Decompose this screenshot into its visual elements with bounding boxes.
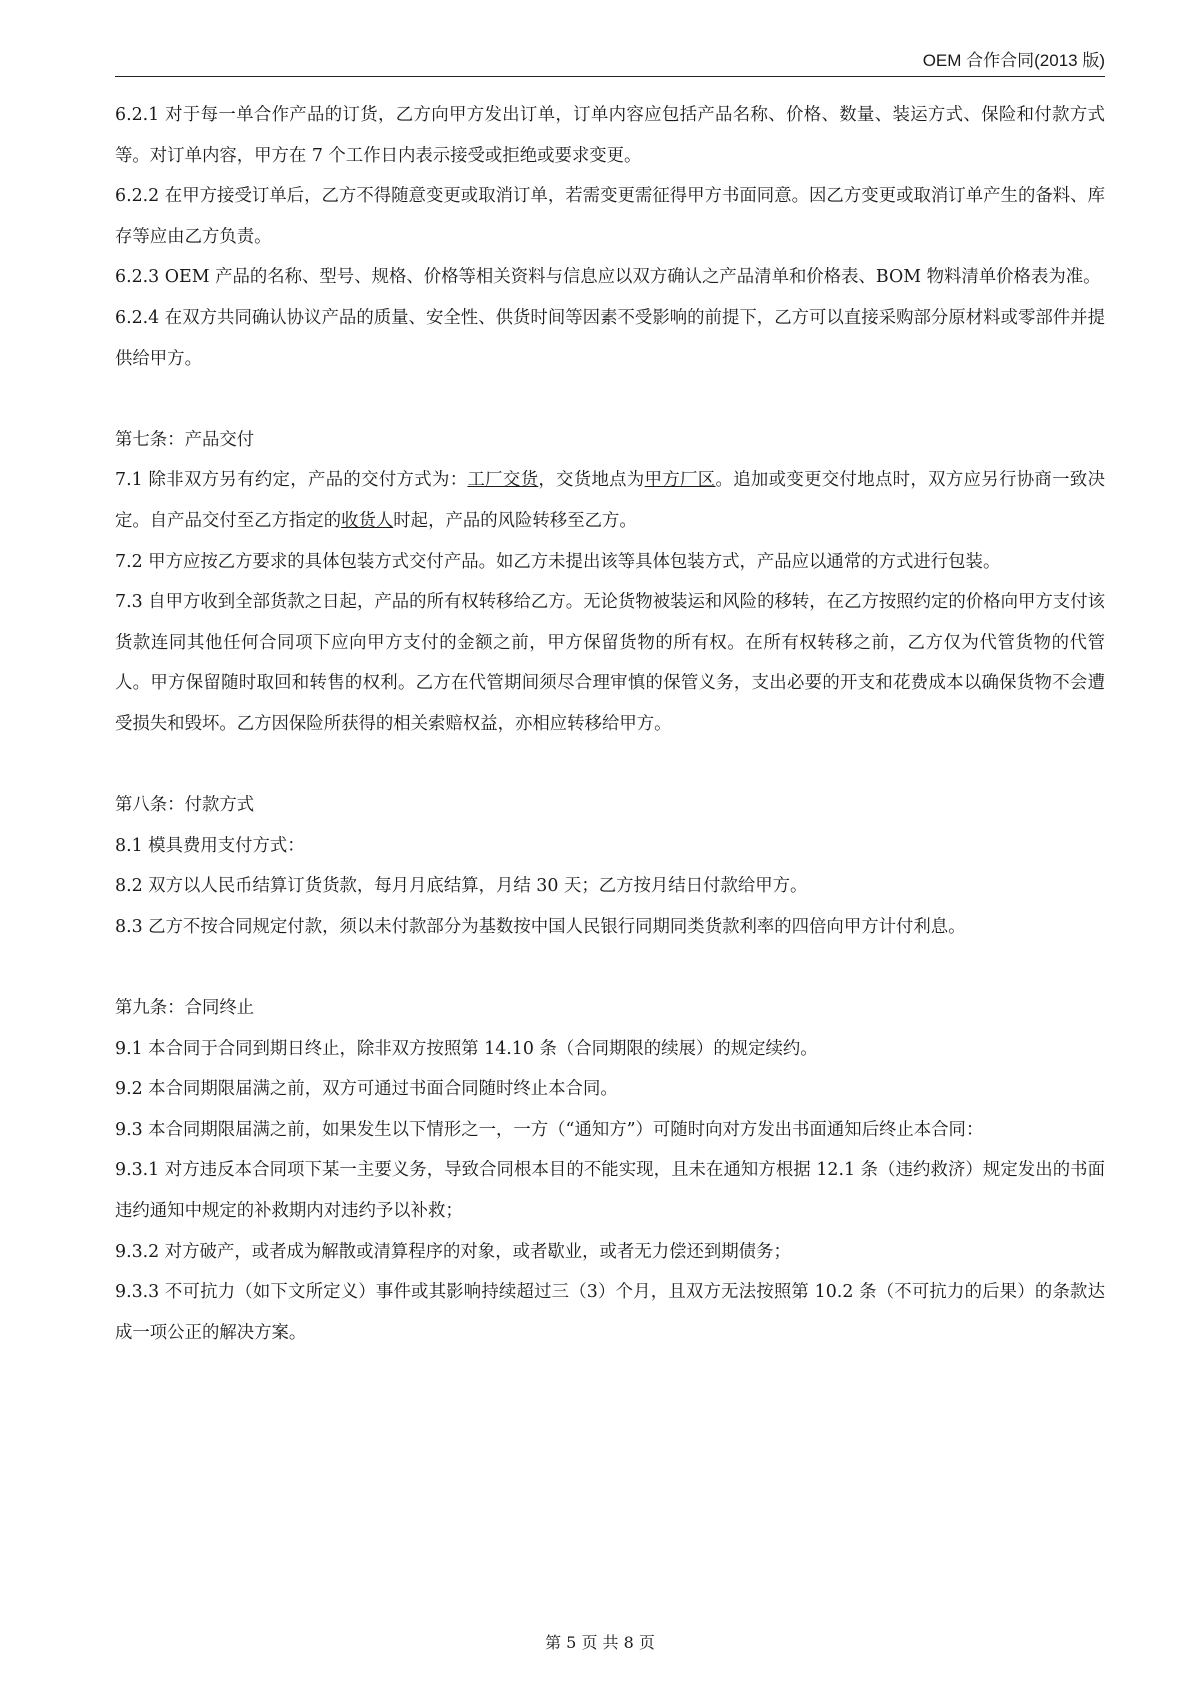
page-number: 第 5 页 共 8 页 (545, 1633, 655, 1652)
document-title: OEM 合作合同(2013 版) (922, 51, 1105, 70)
clause-7-1 (115, 460, 1105, 541)
page-header (115, 40, 1105, 77)
clause-7-1-text-c: 。追加或变更交付地点时，双方应另行协商一致决定。自产品交付至乙方指定的 (115, 470, 1105, 531)
clause-7-1-text-d: 时起，产品的风险转移至乙方。 (393, 510, 637, 531)
clause-8-2: 8.2 双方以人民币结算订货货款，每月月底结算，月结 30 天；乙方按月结日付款给甲方。 (115, 876, 808, 897)
clause-9-3-1: 9.3.1 对方违反本合同项下某一主要义务，导致合同根本目的不能实现，且未在通知方根据 12.1 条（违约救济）规定发出的书面违约通知中规定的补救期内对违约予以补救； (115, 1160, 1105, 1222)
section-9-title: 第九条：合同终止 (115, 998, 255, 1019)
clause-9-3: 9.3 本合同期限届满之前，如果发生以下情形之一，一方（“通知方”）可随时向对方发出书面通知后终止本合同： (115, 1119, 984, 1140)
clause-9-2: 9.2 本合同期限届满之前，双方可通过书面合同随时终止本合同。 (115, 1079, 618, 1100)
delivery-method: 工厂交货 (467, 470, 539, 491)
clause-7-1-text-b: ，交货地点为 (538, 470, 645, 491)
clause-9-3-2: 9.3.2 对方破产，或者成为解散或清算程序的对象，或者歇业，或者无力偿还到期债务； (115, 1241, 791, 1262)
clause-7-3: 7.3 自甲方收到全部货款之日起，产品的所有权转移给乙方。无论货物被装运和风险的移转，在乙方按照约定的价格向甲方支付该货款连同其他任何合同项下应向甲方支付的金额之前，甲方保留货物的所有权。在所有权转移之前，乙方仅为代管货物的代管人。甲方保留随时取回和转售的权利。乙方在代管期间须尽合理审慎的保管义务，支出必要的开支和花费成本以确保货物不会遭受损失和毁坏。乙方因保险所获得的相关索赔权益，亦相应转移给甲方。 (115, 592, 1105, 734)
clause-6-2-1: 6.2.1 对于每一单合作产品的订货，乙方向甲方发出订单，订单内容应包括产品名称、价格、数量、装运方式、保险和付款方式等。对订单内容，甲方在 7 个工作日内表示接受或拒绝或要求变更。 (115, 105, 1105, 166)
spacer (115, 379, 1105, 420)
clause-6-2-2: 6.2.2 在甲方接受订单后，乙方不得随意变更或取消订单，若需变更需征得甲方书面同意。因乙方变更或取消订单产生的备料、库存等应由乙方负责。 (115, 186, 1105, 247)
clause-7-1-text-a: 7.1 除非双方另有约定，产品的交付方式为： (115, 470, 468, 491)
clause-9-1: 9.1 本合同于合同到期日终止，除非双方按照第 14.10 条（合同期限的续展）的规定续约。 (115, 1038, 818, 1059)
document-body (115, 95, 1105, 1353)
section-8-title: 第八条：付款方式 (115, 795, 255, 816)
clause-9-3-3: 9.3.3 不可抗力（如下文所定义）事件或其影响持续超过三（3）个月，且双方无法按照第 10.2 条（不可抗力的后果）的条款达成一项公正的解决方案。 (115, 1282, 1105, 1343)
spacer (115, 745, 1105, 786)
clause-6-2-4: 6.2.4 在双方共同确认协议产品的质量、安全性、供货时间等因素不受影响的前提下，乙方可以直接采购部分原材料或零部件并提供给甲方。 (115, 307, 1105, 369)
clause-7-2: 7.2 甲方应按乙方要求的具体包装方式交付产品。如乙方未提出该等具体包装方式，产品应以通常的方式进行包装。 (115, 551, 1001, 572)
clause-8-1: 8.1 模具费用支付方式： (115, 835, 305, 856)
section-7-title: 第七条：产品交付 (115, 429, 255, 450)
clause-6-2-3: 6.2.3 OEM 产品的名称、型号、规格、价格等相关资料与信息应以双方确认之产品清单和价格表、BOM 物料清单价格表为准。 (115, 267, 1101, 288)
clause-8-3: 8.3 乙方不按合同规定付款，须以未付款部分为基数按中国人民银行同期同类货款利率的四倍向甲方计付利息。 (115, 916, 966, 937)
spacer (115, 947, 1105, 988)
consignee: 收货人 (341, 510, 394, 531)
delivery-location: 甲方厂区 (644, 470, 716, 491)
